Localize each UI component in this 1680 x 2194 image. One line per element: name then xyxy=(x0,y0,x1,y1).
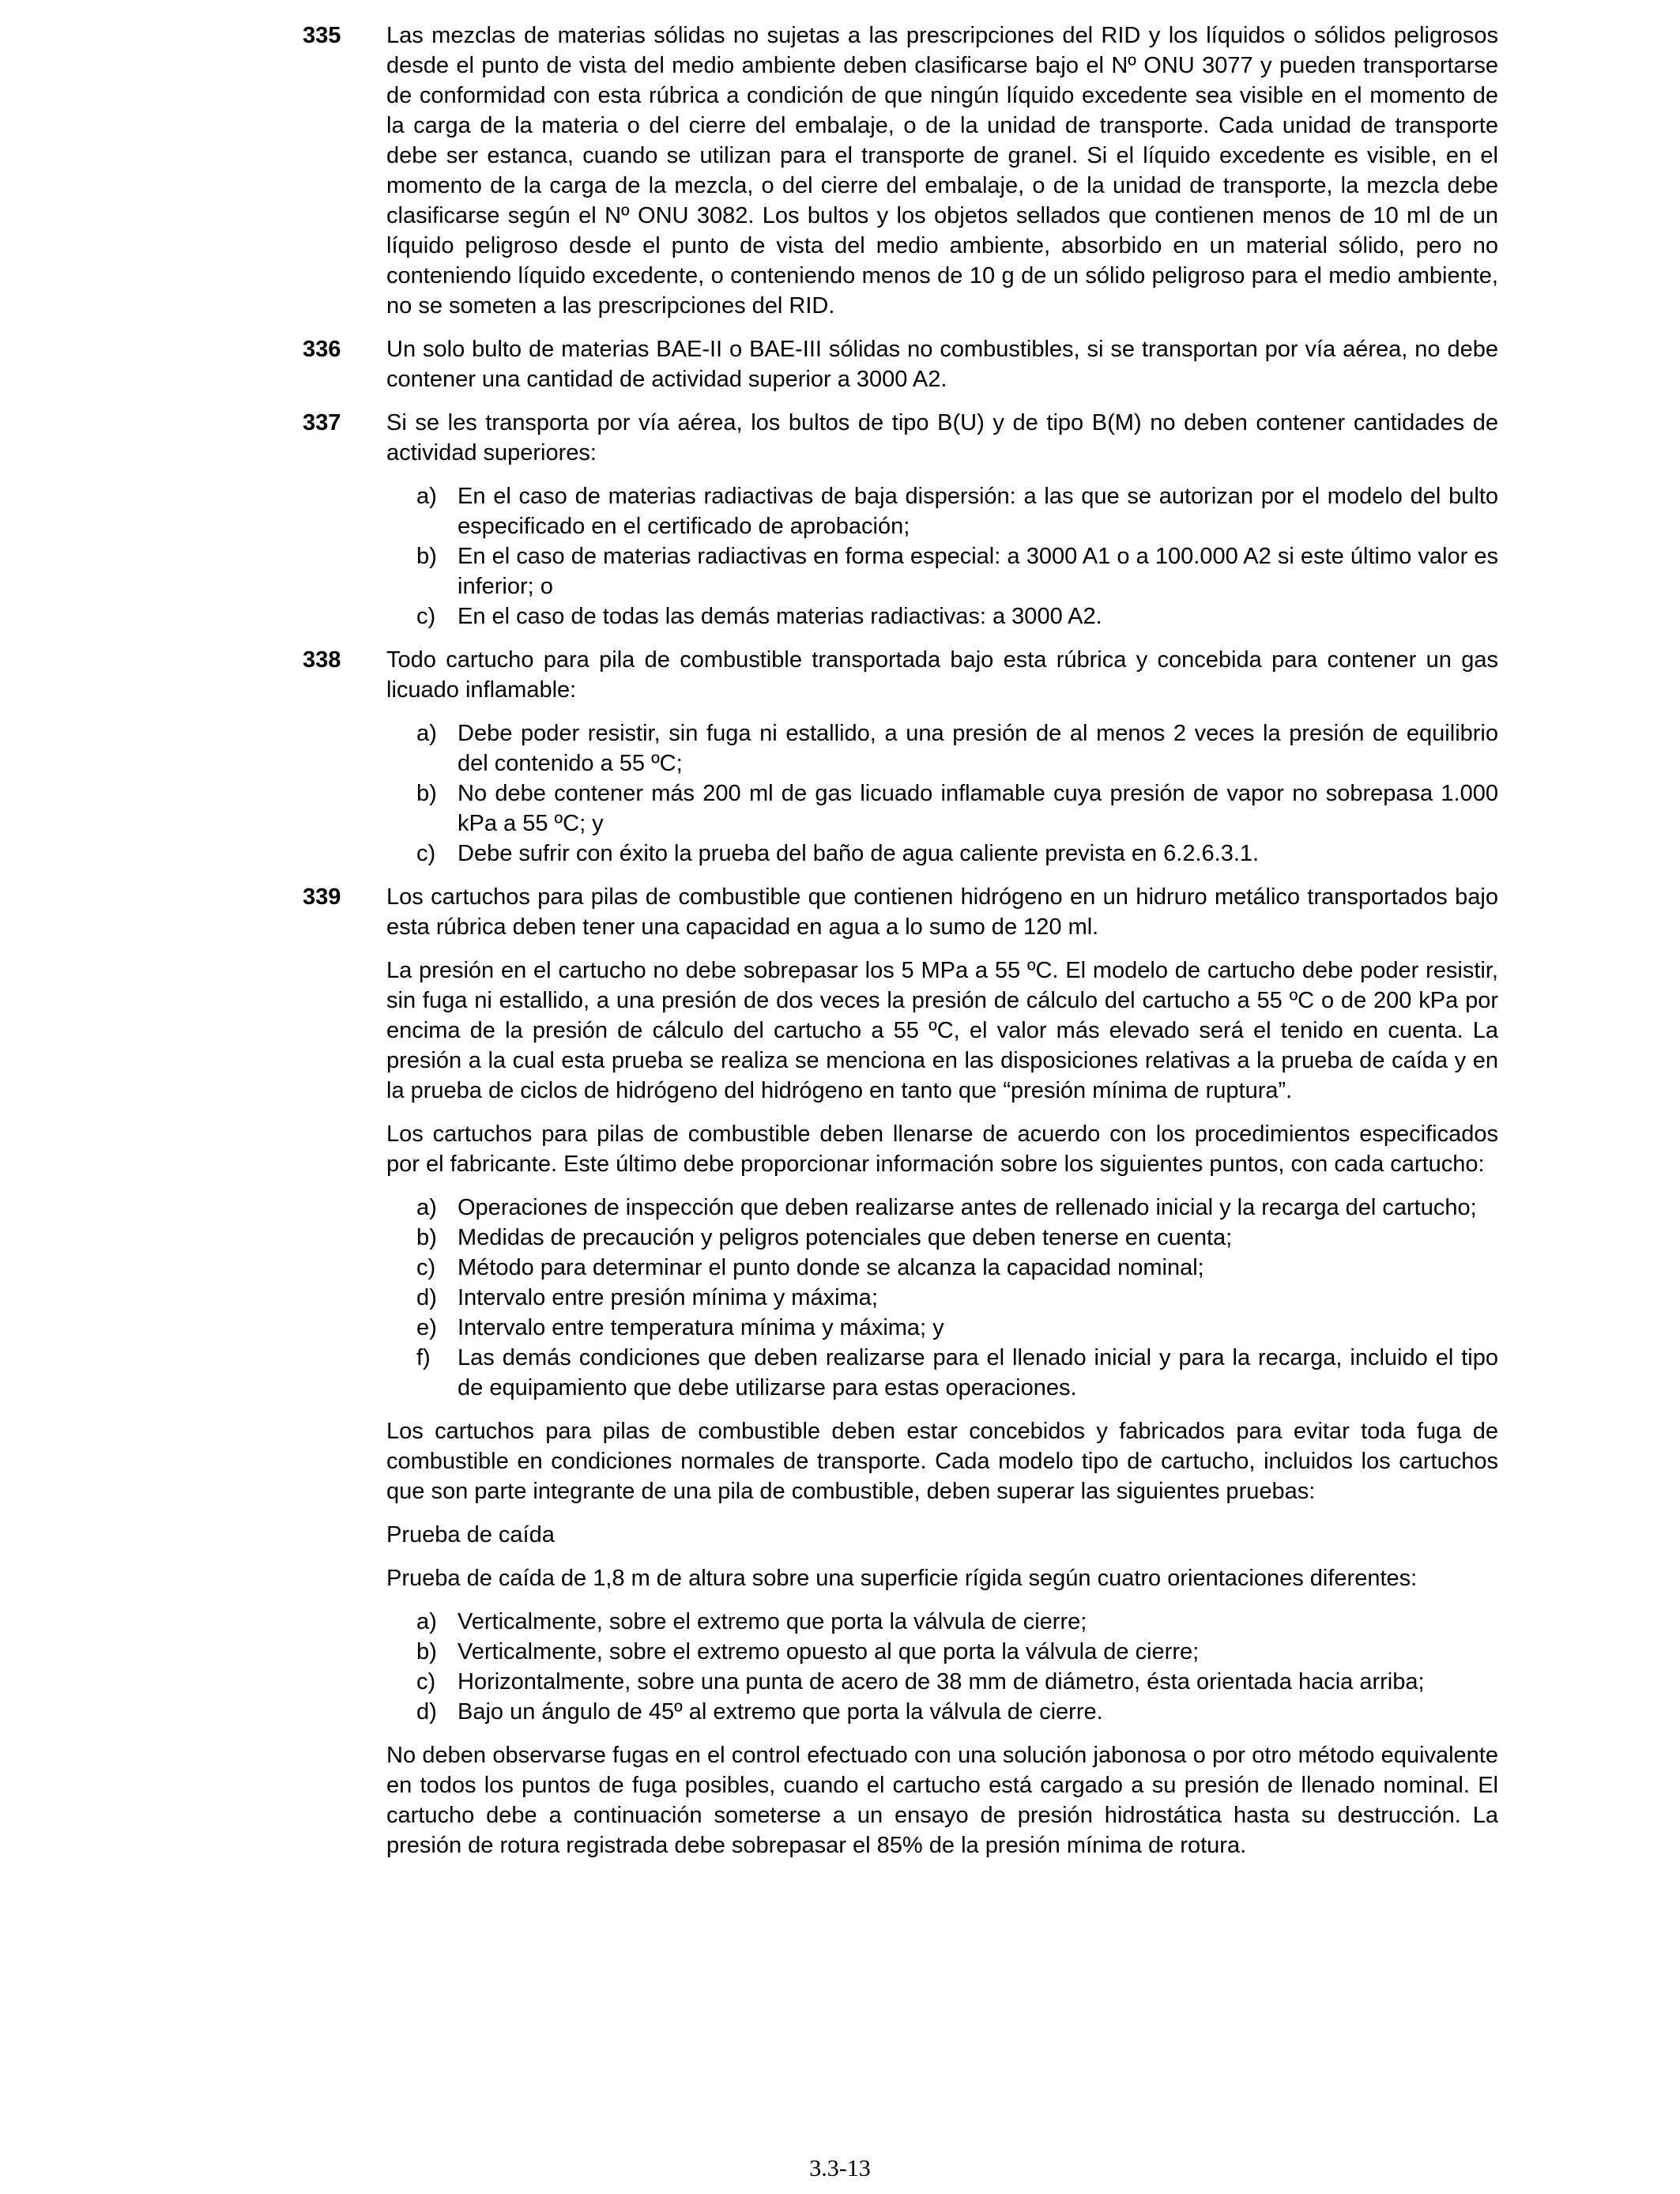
list xyxy=(416,1607,1498,1727)
list-item-text: Debe sufrir con éxito la prueba del baño de agua caliente prevista en 6.2.6.3.1. xyxy=(458,841,1260,866)
list-item xyxy=(416,1667,1498,1697)
list-item xyxy=(416,1343,1498,1403)
list-marker: a) xyxy=(416,1609,437,1634)
list-item xyxy=(416,839,1498,869)
list-item-text: En el caso de materias radiactivas de baja dispersión: a las que se autorizan por el modelo del bulto especificado en el certificado de aprobación; xyxy=(458,484,1498,539)
list-item xyxy=(416,1697,1498,1727)
section-number: 336 xyxy=(303,337,341,362)
section-number: 337 xyxy=(303,410,341,435)
list-marker: c) xyxy=(416,604,436,629)
list-item xyxy=(416,1223,1498,1253)
list-item-text: Intervalo entre temperatura mínima y máxima; y xyxy=(458,1315,944,1340)
paragraph: No deben observarse fugas en el control efectuado con una solución jabonosa o por otro método equivalente en todos los puntos de fuga posibles, cuando el cartucho está cargado a su presión de llenado nominal. El cartucho debe a continuación someterse a un ensayo de presión hidrostática hasta su destrucción. La presión de rotura registrada debe sobrepasar el 85% de la presión mínima de rotura. xyxy=(386,1743,1498,1858)
list-item-text: Bajo un ángulo de 45º al extremo que porta la válvula de cierre. xyxy=(458,1699,1103,1725)
section xyxy=(303,408,1498,645)
list-item xyxy=(416,1193,1498,1223)
list-marker: f) xyxy=(416,1345,431,1370)
list-item-text: Las demás condiciones que deben realizarse para el llenado inicial y para la recarga, incluido el tipo de equipamiento que debe utilizarse para estas operaciones. xyxy=(458,1345,1498,1400)
list-item xyxy=(416,601,1498,631)
list-marker: b) xyxy=(416,1225,437,1250)
list-marker: b) xyxy=(416,544,437,569)
list-item-text: Horizontalmente, sobre una punta de acero de 38 mm de diámetro, ésta orientada hacia arriba; xyxy=(458,1669,1425,1695)
page-number: 3.3-13 xyxy=(809,2155,871,2181)
list-item xyxy=(416,1253,1498,1283)
list-item-text: En el caso de materias radiactivas en forma especial: a 3000 A1 o a 100.000 A2 si este último valor es inferior; o xyxy=(458,544,1498,599)
paragraph: Prueba de caída xyxy=(386,1522,555,1547)
list-item-text: Debe poder resistir, sin fuga ni estallido, a una presión de al menos 2 veces la presión de equilibrio del contenido a 55 ºC; xyxy=(458,721,1498,776)
list-item xyxy=(416,1313,1498,1343)
list-item xyxy=(416,778,1498,839)
paragraph: Los cartuchos para pilas de combustible que contienen hidrógeno en un hidruro metálico transportados bajo esta rúbrica deben tener una capacidad en agua a lo sumo de 120 ml. xyxy=(386,884,1498,940)
list-marker: b) xyxy=(416,781,437,806)
list-marker: b) xyxy=(416,1639,437,1664)
list-item-text: Verticalmente, sobre el extremo opuesto al que porta la válvula de cierre; xyxy=(458,1639,1200,1664)
paragraph: Todo cartucho para pila de combustible transportada bajo esta rúbrica y concebida para contener un gas licuado inflamable: xyxy=(386,647,1498,703)
list-marker: d) xyxy=(416,1699,437,1725)
list-item-text: En el caso de todas las demás materias radiactivas: a 3000 A2. xyxy=(458,604,1102,629)
list-item-text: Operaciones de inspección que deben realizarse antes de rellenado inicial y la recarga del cartucho; xyxy=(458,1195,1477,1220)
list-marker: d) xyxy=(416,1285,437,1310)
section-content xyxy=(386,408,1498,645)
list-item-text: Verticalmente, sobre el extremo que porta la válvula de cierre; xyxy=(458,1609,1087,1634)
list-marker: c) xyxy=(416,1255,436,1280)
paragraph: Prueba de caída de 1,8 m de altura sobre una superficie rígida según cuatro orientaciones diferentes: xyxy=(386,1566,1418,1591)
document-body xyxy=(0,21,1680,1874)
paragraph: Las mezclas de materias sólidas no sujetas a las prescripciones del RID y los líquidos o sólidos peligrosos desde el punto de vista del medio ambiente deben clasificarse bajo el Nº ONU 3077 y pueden transportarse de conformidad con esta rúbrica a condición de que ningún líquido excedente sea visible en el momento de la carga de la materia o del cierre del embalaje, o de la unidad de transporte. Cada unidad de transporte debe ser estanca, cuando se utilizan para el transporte de granel. Si el líquido excedente es visible, en el momento de la carga de la mezcla, o del cierre del embalaje, o de la unidad de transporte, la mezcla debe clasificarse según el Nº ONU 3082. Los bultos y los objetos sellados que contienen menos de 10 ml de un líquido peligroso desde el punto de vista del medio ambiente, absorbido en un material sólido, pero no conteniendo líquido excedente, o conteniendo menos de 10 g de un sólido peligroso para el medio ambiente, no se someten a las prescripciones del RID. xyxy=(386,23,1498,319)
section xyxy=(303,882,1498,1874)
list xyxy=(416,481,1498,631)
list-item xyxy=(416,541,1498,601)
list-item xyxy=(416,1283,1498,1313)
list xyxy=(416,1193,1498,1403)
paragraph: Los cartuchos para pilas de combustible deben estar concebidos y fabricados para evitar toda fuga de combustible en condiciones normales de transporte. Cada modelo tipo de cartucho, incluidos los cartuchos que son parte integrante de una pila de combustible, deben superar las siguientes pruebas: xyxy=(386,1419,1498,1504)
list-item-text: Método para determinar el punto donde se alcanza la capacidad nominal; xyxy=(458,1255,1204,1280)
list-item xyxy=(416,1607,1498,1637)
list-item-text: Medidas de precaución y peligros potenciales que deben tenerse en cuenta; xyxy=(458,1225,1233,1250)
list-marker: a) xyxy=(416,721,437,746)
section-number: 338 xyxy=(303,647,341,673)
section-number: 339 xyxy=(303,884,341,910)
list xyxy=(416,718,1498,869)
section-content xyxy=(386,645,1498,882)
section-content xyxy=(386,882,1498,1874)
list-marker: e) xyxy=(416,1315,437,1340)
paragraph: La presión en el cartucho no debe sobrepasar los 5 MPa a 55 ºC. El modelo de cartucho debe poder resistir, sin fuga ni estallido, a una presión de dos veces la presión de cálculo del cartucho a 55 ºC o de 200 kPa por encima de la presión de cálculo del cartucho a 55 ºC, el valor más elevado será el tenido en cuenta. La presión a la cual esta prueba se realiza se menciona en las disposiciones relativas a la prueba de caída y en la prueba de ciclos de hidrógeno del hidrógeno en tanto que “presión mínima de ruptura”. xyxy=(386,958,1498,1103)
list-marker: c) xyxy=(416,1669,436,1695)
section-number: 335 xyxy=(303,23,341,48)
section-content xyxy=(386,21,1498,334)
list-item xyxy=(416,718,1498,778)
list-item-text: No debe contener más 200 ml de gas licuado inflamable cuya presión de vapor no sobrepasa 1.000 kPa a 55 ºC; y xyxy=(458,781,1498,836)
list-marker: a) xyxy=(416,1195,437,1220)
list-marker: a) xyxy=(416,484,437,509)
paragraph: Los cartuchos para pilas de combustible deben llenarse de acuerdo con los procedimientos especificados por el fabricante. Este último debe proporcionar información sobre los siguientes puntos, con cada cartucho: xyxy=(386,1122,1498,1177)
list-item-text: Intervalo entre presión mínima y máxima; xyxy=(458,1285,878,1310)
list-item xyxy=(416,481,1498,541)
section-content xyxy=(386,334,1498,408)
paragraph: Si se les transporta por vía aérea, los bultos de tipo B(U) y de tipo B(M) no deben contener cantidades de actividad superiores: xyxy=(386,410,1498,466)
section xyxy=(303,645,1498,882)
list-item xyxy=(416,1637,1498,1667)
paragraph: Un solo bulto de materias BAE-II o BAE-III sólidas no combustibles, si se transportan por vía aérea, no debe contener una cantidad de actividad superior a 3000 A2. xyxy=(386,337,1498,392)
section xyxy=(303,334,1498,408)
list-marker: c) xyxy=(416,841,436,866)
section xyxy=(303,21,1498,334)
